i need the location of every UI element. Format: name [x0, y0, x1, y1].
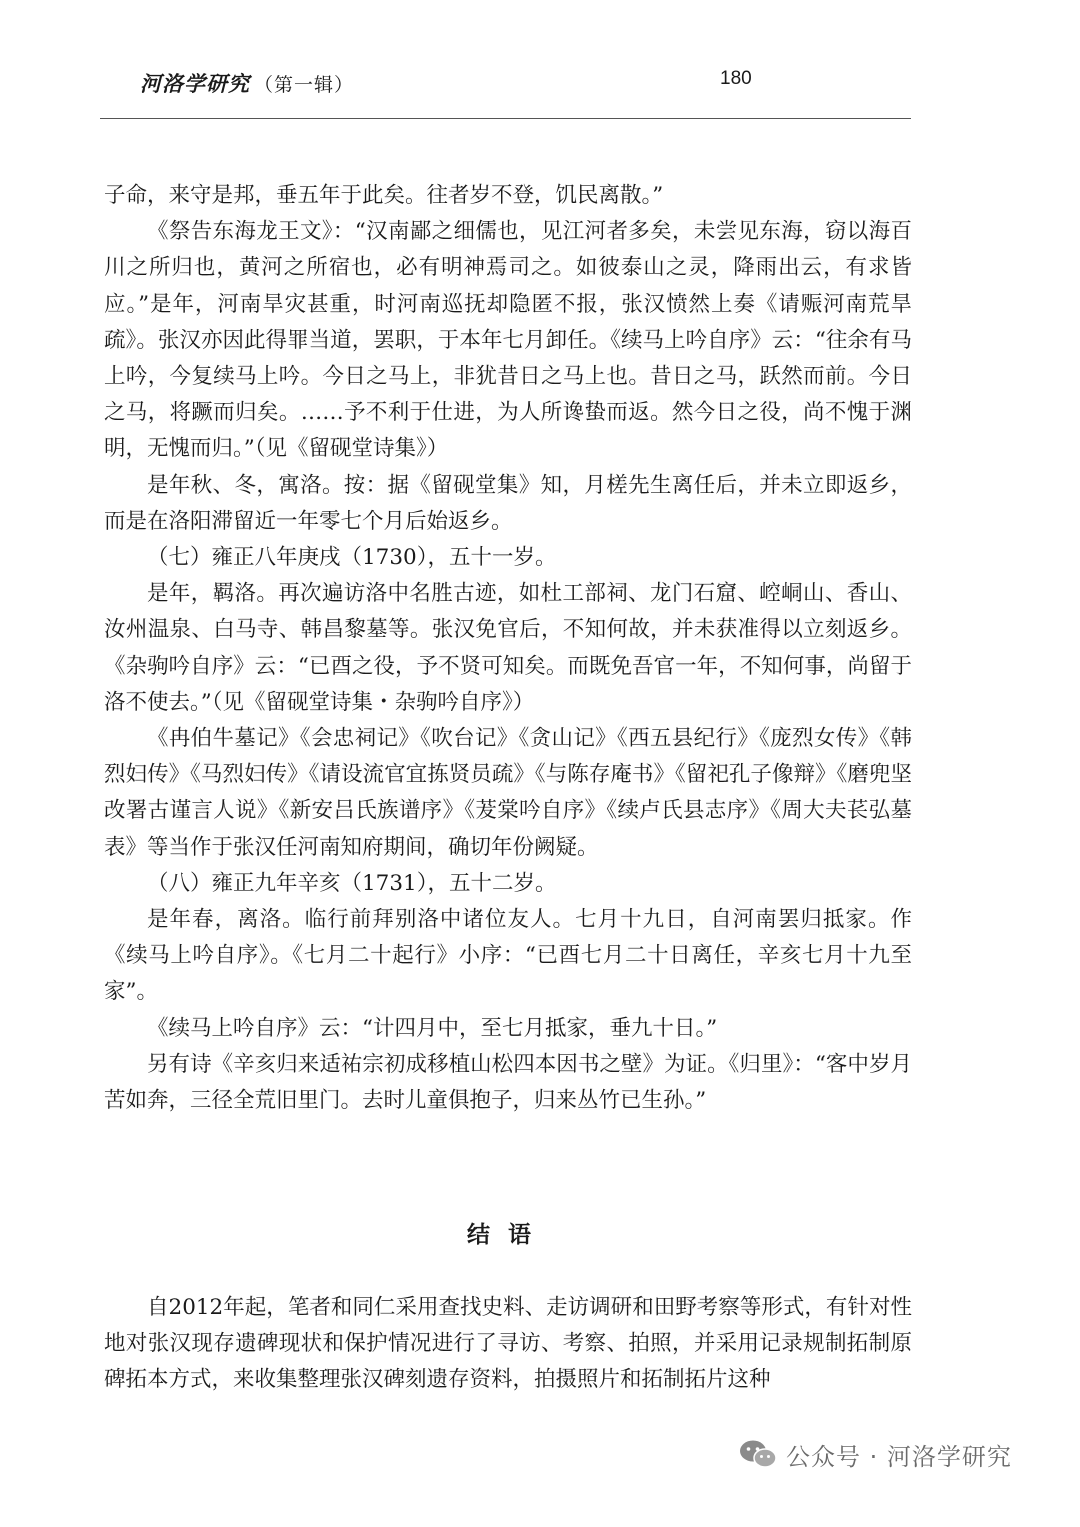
paragraph: 《续马上吟自序》云：“计四月中，至七月抵家，垂九十日。” — [147, 1015, 718, 1041]
paragraph: 自2012年起，笔者和同仁采用查找史料、走访调研和田野考察等形式，有针对性地对张汉现存遗碑现状和保护情况进行了寻访、考察、拍照，并采用记录规制拓制原碑拓本方式，来收集整理张汉碑刻遗存资料，拍摄照片和拓制拓片这种 — [104, 1295, 912, 1393]
paragraph: 《祭告东海龙王文》：“汉南鄙之细儒也，见江河者多矣，未尝见东海，窃以海百川之所归也，黄河之所宿也，必有明神焉司之。如彼泰山之灵，降雨出云，有求皆应。”是年，河南旱灾甚重，时河南巡抚却隐匿不报，张汉愤然上奏《请赈河南荒旱疏》。张汉亦因此得罪当道，罢职，于本年七月卸任。《续马上吟自序》云：“往余有马上吟，今复续马上吟。今日之马上，非犹昔日之马上也。昔日之马，跃然而前。今日之马，将蹶而归矣。……予不利于仕进，为人所谗蛰而返。然今日之役，尚不愧于渊明，无愧而归。”（见《留砚堂诗集》） — [104, 219, 912, 462]
paragraph: 另有诗《辛亥归来适祐宗初成移植山松四本因书之壁》为证。《归里》：“客中岁月苦如奔，三径全荒旧里门。去时儿童俱抱子，归来丛竹已生孙。” — [104, 1051, 912, 1114]
page-number: 180 — [720, 68, 752, 89]
paragraph: 是年秋、冬，寓洛。按：据《留砚堂集》知，月槎先生离任后，并未立即返乡，而是在洛阳滞留近一年零七个月后始返乡。 — [104, 472, 912, 534]
wechat-icon — [738, 1439, 778, 1469]
conclusion-text — [104, 1290, 912, 1399]
watermark-text: 公众号 · 河洛学研究 — [786, 1442, 1012, 1471]
paragraph: 子命，来守是邦，垂五年于此矣。往者岁不登，饥民离散。” — [104, 183, 664, 208]
section-heading: 结语 — [467, 1222, 549, 1248]
year-entry-heading: （八）雍正九年辛亥（1731），五十二岁。 — [147, 870, 557, 896]
paragraph: 是年春，离洛。临行前拜别洛中诸位友人。七月十九日，自河南罢归抵家。作《续马上吟自序》。《七月二十起行》小序：“已酉七月二十日离任，辛亥七月十九至家”。 — [104, 907, 912, 1005]
main-text — [104, 178, 912, 1119]
year-entry-heading: （七）雍正八年庚戌（1730），五十一岁。 — [147, 545, 557, 571]
running-header — [140, 68, 910, 102]
journal-issue: （第一辑） — [254, 74, 355, 96]
journal-name: 河洛学研究 — [140, 71, 250, 96]
journal-title — [140, 68, 354, 98]
header-rule — [100, 118, 911, 119]
wechat-watermark — [738, 1432, 1012, 1476]
paragraph: 《冉伯牛墓记》《会忠祠记》《吹台记》《贪山记》《西五县纪行》《庞烈女传》《韩烈妇传》《马烈妇传》《请设流官宜拣贤员疏》《与陈存庵书》《留祀孔子像辩》《磨兜坚改署古谨言人说》《新安吕氏族谱序》《茇棠吟自序》《续卢氏县志序》《周大夫苌弘墓表》等当作于张汉任河南知府期间，确切年份阙疑。 — [104, 726, 912, 860]
paragraph: 是年，羁洛。再次遍访洛中名胜古迹，如杜工部祠、龙门石窟、崆峒山、香山、汝州温泉、白马寺、韩昌黎墓等。张汉免官后，不知何故，并未获准得以立刻返乡。《杂驹吟自序》云：“已酉之役，予不贤可知矣。而既免吾官一年，不知何事，尚留于洛不使去。”（见《留砚堂诗集・杂驹吟自序》） — [104, 581, 912, 715]
